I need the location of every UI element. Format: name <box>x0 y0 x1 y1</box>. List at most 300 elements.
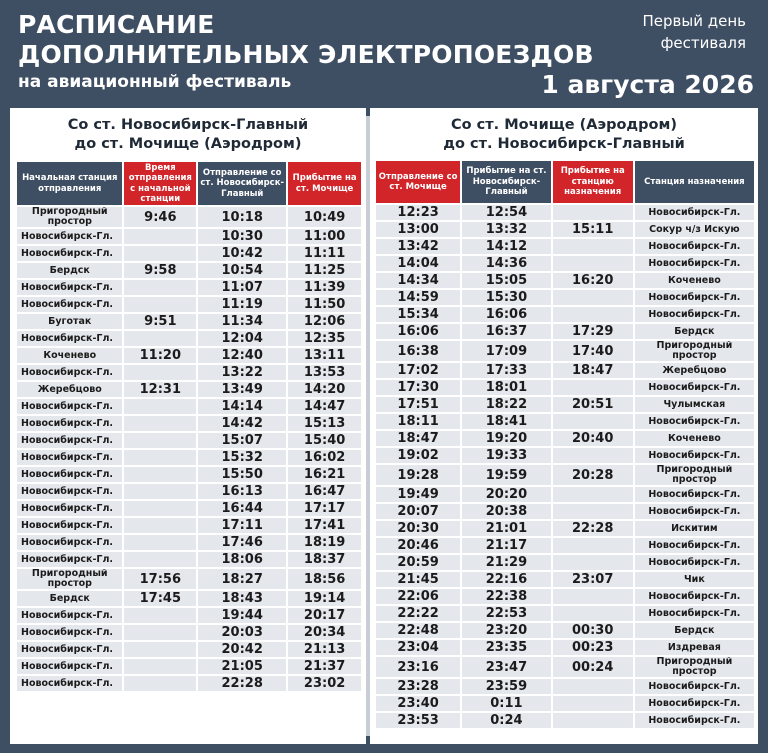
destination-station: Новосибирск-Гл. <box>635 696 754 711</box>
table-row <box>376 572 754 587</box>
destination-arrival-time: 16:20 <box>553 273 633 288</box>
destination-arrival-time <box>553 487 633 502</box>
origin-departure-time <box>124 433 196 448</box>
novosibirsk-departure-time: 11:07 <box>198 280 286 295</box>
destination-arrival-time <box>553 589 633 604</box>
novosibirsk-departure-time: 10:42 <box>198 246 286 261</box>
mochishche-departure-time: 20:46 <box>376 538 460 553</box>
mochishche-departure-time: 17:51 <box>376 397 460 412</box>
novosibirsk-departure-time: 14:14 <box>198 399 286 414</box>
mochishche-departure-time: 23:04 <box>376 640 460 655</box>
table-row <box>17 416 361 431</box>
novosibirsk-arrival-time: 15:05 <box>462 273 550 288</box>
origin-departure-time: 11:20 <box>124 348 196 363</box>
origin-station: Новосибирск-Гл. <box>17 552 122 567</box>
table-row <box>17 246 361 261</box>
origin-departure-time <box>124 416 196 431</box>
table-row <box>376 555 754 570</box>
table-row <box>17 608 361 623</box>
mochishche-departure-time: 20:30 <box>376 521 460 536</box>
novosibirsk-departure-time: 17:46 <box>198 535 286 550</box>
novosibirsk-departure-time: 10:54 <box>198 263 286 278</box>
origin-station: Пригородный простор <box>17 207 122 227</box>
destination-station: Новосибирск-Гл. <box>635 538 754 553</box>
column-header: Станция назначения <box>635 161 754 203</box>
table-row <box>17 331 361 346</box>
novosibirsk-arrival-time: 21:01 <box>462 521 550 536</box>
origin-departure-time <box>124 642 196 657</box>
novosibirsk-departure-time: 15:07 <box>198 433 286 448</box>
mochishche-departure-time: 22:48 <box>376 623 460 638</box>
origin-station: Бердск <box>17 263 122 278</box>
mochishche-arrival-time: 12:06 <box>288 314 361 329</box>
destination-station: Чулымская <box>635 397 754 412</box>
route-title-left-line1: Со ст. Новосибирск-Главный <box>67 117 309 133</box>
mochishche-departure-time: 23:53 <box>376 713 460 728</box>
mochishche-departure-time: 18:47 <box>376 431 460 446</box>
novosibirsk-arrival-time: 14:12 <box>462 239 550 254</box>
mochishche-arrival-time: 16:21 <box>288 467 361 482</box>
table-row <box>17 518 361 533</box>
mochishche-departure-time: 19:49 <box>376 487 460 502</box>
destination-arrival-time <box>553 696 633 711</box>
novosibirsk-departure-time: 11:19 <box>198 297 286 312</box>
destination-arrival-time: 00:30 <box>553 623 633 638</box>
mochishche-departure-time: 22:06 <box>376 589 460 604</box>
origin-station: Новосибирск-Гл. <box>17 297 122 312</box>
origin-station: Новосибирск-Гл. <box>17 399 122 414</box>
novosibirsk-arrival-time: 17:09 <box>462 341 550 361</box>
destination-station: Новосибирск-Гл. <box>635 239 754 254</box>
novosibirsk-departure-time: 14:42 <box>198 416 286 431</box>
mochishche-departure-time: 13:42 <box>376 239 460 254</box>
destination-arrival-time: 00:23 <box>553 640 633 655</box>
destination-station: Новосибирск-Гл. <box>635 380 754 395</box>
mochishche-departure-time: 19:28 <box>376 465 460 485</box>
destination-station: Коченево <box>635 273 754 288</box>
novosibirsk-arrival-time: 19:33 <box>462 448 550 463</box>
destination-station: Новосибирск-Гл. <box>635 487 754 502</box>
novosibirsk-departure-time: 18:06 <box>198 552 286 567</box>
mochishche-departure-time: 20:07 <box>376 504 460 519</box>
novosibirsk-arrival-time: 17:33 <box>462 363 550 378</box>
mochishche-arrival-time: 11:00 <box>288 229 361 244</box>
novosibirsk-departure-time: 15:32 <box>198 450 286 465</box>
header <box>0 0 768 108</box>
table-row <box>376 380 754 395</box>
origin-station: Новосибирск-Гл. <box>17 518 122 533</box>
novosibirsk-departure-time: 16:13 <box>198 484 286 499</box>
novosibirsk-arrival-time: 23:20 <box>462 623 550 638</box>
destination-arrival-time <box>553 256 633 271</box>
table-row <box>17 591 361 606</box>
origin-station: Новосибирск-Гл. <box>17 416 122 431</box>
destination-arrival-time: 15:11 <box>553 222 633 237</box>
schedule-to-novosibirsk <box>370 108 758 744</box>
table-row <box>17 467 361 482</box>
origin-station: Новосибирск-Гл. <box>17 501 122 516</box>
route-title-right-line2: до ст. Новосибирск-Главный <box>443 136 685 152</box>
novosibirsk-arrival-time: 21:29 <box>462 555 550 570</box>
title-line-2: ДОПОЛНИТЕЛЬНЫХ ЭЛЕКТРОПОЕЗДОВ <box>18 40 594 69</box>
table-row <box>17 297 361 312</box>
destination-arrival-time <box>553 414 633 429</box>
table-row <box>17 501 361 516</box>
destination-station: Новосибирск-Гл. <box>635 205 754 220</box>
destination-arrival-time <box>553 555 633 570</box>
novosibirsk-arrival-time: 12:54 <box>462 205 550 220</box>
novosibirsk-arrival-time: 16:37 <box>462 324 550 339</box>
destination-arrival-time <box>553 504 633 519</box>
destination-arrival-time: 22:28 <box>553 521 633 536</box>
origin-departure-time: 17:56 <box>124 569 196 589</box>
mochishche-departure-time: 22:22 <box>376 606 460 621</box>
novosibirsk-departure-time: 17:11 <box>198 518 286 533</box>
destination-station: Коченево <box>635 431 754 446</box>
table-row <box>376 465 754 485</box>
mochishche-departure-time: 23:40 <box>376 696 460 711</box>
novosibirsk-arrival-time: 0:24 <box>462 713 550 728</box>
novosibirsk-departure-time: 20:42 <box>198 642 286 657</box>
destination-station: Новосибирск-Гл. <box>635 256 754 271</box>
destination-station: Новосибирск-Гл. <box>635 555 754 570</box>
mochishche-departure-time: 15:34 <box>376 307 460 322</box>
table-row <box>376 290 754 305</box>
mochishche-arrival-time: 14:47 <box>288 399 361 414</box>
novosibirsk-departure-time: 12:40 <box>198 348 286 363</box>
destination-arrival-time <box>553 713 633 728</box>
column-header: Начальная станция отправления <box>17 162 122 205</box>
destination-station: Новосибирск-Гл. <box>635 414 754 429</box>
mochishche-departure-time: 14:59 <box>376 290 460 305</box>
destination-arrival-time: 00:24 <box>553 657 633 677</box>
mochishche-departure-time: 23:16 <box>376 657 460 677</box>
mochishche-arrival-time: 18:37 <box>288 552 361 567</box>
table-row <box>376 640 754 655</box>
mochishche-arrival-time: 15:13 <box>288 416 361 431</box>
destination-station: Новосибирск-Гл. <box>635 713 754 728</box>
table-row <box>376 222 754 237</box>
novosibirsk-departure-time: 12:04 <box>198 331 286 346</box>
destination-arrival-time: 23:07 <box>553 572 633 587</box>
origin-departure-time: 17:45 <box>124 591 196 606</box>
destination-arrival-time: 17:40 <box>553 341 633 361</box>
origin-station: Новосибирск-Гл. <box>17 365 122 380</box>
novosibirsk-arrival-time: 0:11 <box>462 696 550 711</box>
destination-arrival-time <box>553 307 633 322</box>
table-row <box>376 623 754 638</box>
mochishche-arrival-time: 13:11 <box>288 348 361 363</box>
mochishche-departure-time: 20:59 <box>376 555 460 570</box>
destination-station: Новосибирск-Гл. <box>635 589 754 604</box>
novosibirsk-arrival-time: 20:20 <box>462 487 550 502</box>
novosibirsk-departure-time: 10:30 <box>198 229 286 244</box>
mochishche-arrival-time: 20:34 <box>288 625 361 640</box>
origin-station: Новосибирск-Гл. <box>17 659 122 674</box>
novosibirsk-arrival-time: 18:01 <box>462 380 550 395</box>
destination-arrival-time <box>553 380 633 395</box>
table-row <box>17 642 361 657</box>
table-row <box>376 256 754 271</box>
origin-station: Новосибирск-Гл. <box>17 467 122 482</box>
origin-departure-time <box>124 535 196 550</box>
origin-departure-time: 9:51 <box>124 314 196 329</box>
table-row <box>17 280 361 295</box>
table-row <box>376 713 754 728</box>
novosibirsk-departure-time: 18:27 <box>198 569 286 589</box>
destination-station: Пригородный простор <box>635 341 754 361</box>
table-row <box>376 504 754 519</box>
novosibirsk-arrival-time: 19:59 <box>462 465 550 485</box>
destination-arrival-time: 17:29 <box>553 324 633 339</box>
novosibirsk-arrival-time: 20:38 <box>462 504 550 519</box>
mochishche-departure-time: 12:23 <box>376 205 460 220</box>
origin-station: Новосибирск-Гл. <box>17 331 122 346</box>
mochishche-arrival-time: 18:19 <box>288 535 361 550</box>
mochishche-departure-time: 16:38 <box>376 341 460 361</box>
novosibirsk-departure-time: 18:43 <box>198 591 286 606</box>
origin-station: Буготак <box>17 314 122 329</box>
destination-station: Новосибирск-Гл. <box>635 448 754 463</box>
mochishche-arrival-time: 12:35 <box>288 331 361 346</box>
destination-station: Новосибирск-Гл. <box>635 679 754 694</box>
table-row <box>17 484 361 499</box>
origin-station: Новосибирск-Гл. <box>17 433 122 448</box>
destination-arrival-time <box>553 239 633 254</box>
mochishche-arrival-time: 16:02 <box>288 450 361 465</box>
mochishche-arrival-time: 11:39 <box>288 280 361 295</box>
destination-arrival-time <box>553 679 633 694</box>
table-row <box>17 659 361 674</box>
route-title-left-line2: до ст. Мочище (Аэродром) <box>74 136 302 152</box>
destination-arrival-time <box>553 538 633 553</box>
origin-station: Новосибирск-Гл. <box>17 676 122 691</box>
destination-station: Бердск <box>635 324 754 339</box>
origin-departure-time <box>124 659 196 674</box>
festival-day-label: Первый день фестиваля <box>642 12 746 52</box>
festival-date: 1 августа 2026 <box>541 70 754 99</box>
destination-station: Искитим <box>635 521 754 536</box>
table-row <box>17 535 361 550</box>
novosibirsk-arrival-time: 22:16 <box>462 572 550 587</box>
mochishche-departure-time: 18:11 <box>376 414 460 429</box>
schedule-to-mochishche <box>10 108 366 744</box>
route-title-right <box>370 116 758 154</box>
column-header: Время отправления с начальной станции <box>124 162 196 205</box>
novosibirsk-arrival-time: 23:47 <box>462 657 550 677</box>
table-row <box>376 448 754 463</box>
title-line-1: РАСПИСАНИЕ <box>18 10 215 39</box>
route-title-right-line1: Со ст. Мочище (Аэродром) <box>451 117 677 133</box>
mochishche-arrival-time: 14:20 <box>288 382 361 397</box>
origin-station: Жеребцово <box>17 382 122 397</box>
origin-departure-time <box>124 246 196 261</box>
table-row <box>17 450 361 465</box>
destination-arrival-time <box>553 290 633 305</box>
table-row <box>17 348 361 363</box>
origin-station: Новосибирск-Гл. <box>17 625 122 640</box>
novosibirsk-departure-time: 16:44 <box>198 501 286 516</box>
origin-departure-time <box>124 450 196 465</box>
origin-departure-time <box>124 365 196 380</box>
column-header: Отправление со ст. Мочище <box>376 161 460 203</box>
novosibirsk-departure-time: 21:05 <box>198 659 286 674</box>
table-row <box>17 433 361 448</box>
novosibirsk-departure-time: 11:34 <box>198 314 286 329</box>
origin-station: Пригородный простор <box>17 569 122 589</box>
novosibirsk-arrival-time: 23:35 <box>462 640 550 655</box>
destination-station: Пригородный простор <box>635 465 754 485</box>
origin-station: Новосибирск-Гл. <box>17 535 122 550</box>
mochishche-departure-time: 23:28 <box>376 679 460 694</box>
column-header: Прибытие на станцию назначения <box>553 161 633 203</box>
destination-station: Новосибирск-Гл. <box>635 606 754 621</box>
origin-departure-time <box>124 399 196 414</box>
origin-station: Коченево <box>17 348 122 363</box>
novosibirsk-arrival-time: 22:53 <box>462 606 550 621</box>
novosibirsk-arrival-time: 23:59 <box>462 679 550 694</box>
destination-arrival-time: 18:47 <box>553 363 633 378</box>
origin-station: Новосибирск-Гл. <box>17 280 122 295</box>
table-row <box>17 569 361 589</box>
table-row <box>376 363 754 378</box>
destination-station: Бердск <box>635 623 754 638</box>
table-row <box>376 538 754 553</box>
destination-station: Пригородный простор <box>635 657 754 677</box>
mochishche-arrival-time: 20:17 <box>288 608 361 623</box>
table-row <box>17 399 361 414</box>
destination-arrival-time <box>553 205 633 220</box>
mochishche-departure-time: 17:02 <box>376 363 460 378</box>
novosibirsk-arrival-time: 16:06 <box>462 307 550 322</box>
origin-departure-time <box>124 297 196 312</box>
mochishche-arrival-time: 16:47 <box>288 484 361 499</box>
mochishche-arrival-time: 13:53 <box>288 365 361 380</box>
mochishche-arrival-time: 10:49 <box>288 207 361 227</box>
table-row <box>376 397 754 412</box>
table-row <box>17 229 361 244</box>
destination-station: Сокур ч/з Искую <box>635 222 754 237</box>
origin-departure-time <box>124 608 196 623</box>
origin-departure-time <box>124 229 196 244</box>
destination-station: Новосибирск-Гл. <box>635 307 754 322</box>
mochishche-arrival-time: 19:14 <box>288 591 361 606</box>
origin-departure-time: 9:46 <box>124 207 196 227</box>
origin-station: Новосибирск-Гл. <box>17 229 122 244</box>
destination-station: Жеребцово <box>635 363 754 378</box>
origin-station: Новосибирск-Гл. <box>17 642 122 657</box>
table-row <box>376 239 754 254</box>
novosibirsk-departure-time: 13:22 <box>198 365 286 380</box>
destination-station: Издревая <box>635 640 754 655</box>
mochishche-arrival-time: 23:02 <box>288 676 361 691</box>
mochishche-arrival-time: 11:25 <box>288 263 361 278</box>
table-row <box>17 382 361 397</box>
mochishche-departure-time: 14:34 <box>376 273 460 288</box>
novosibirsk-departure-time: 22:28 <box>198 676 286 691</box>
origin-departure-time <box>124 331 196 346</box>
destination-arrival-time <box>553 606 633 621</box>
destination-arrival-time <box>553 448 633 463</box>
origin-station: Новосибирск-Гл. <box>17 450 122 465</box>
destination-station: Новосибирск-Гл. <box>635 504 754 519</box>
table-row <box>17 625 361 640</box>
novosibirsk-departure-time: 19:44 <box>198 608 286 623</box>
destination-station: Чик <box>635 572 754 587</box>
novosibirsk-arrival-time: 19:20 <box>462 431 550 446</box>
mochishche-departure-time: 19:02 <box>376 448 460 463</box>
novosibirsk-arrival-time: 18:22 <box>462 397 550 412</box>
novosibirsk-departure-time: 13:49 <box>198 382 286 397</box>
destination-arrival-time: 20:40 <box>553 431 633 446</box>
table-row <box>17 365 361 380</box>
mochishche-arrival-time: 18:56 <box>288 569 361 589</box>
origin-departure-time <box>124 484 196 499</box>
table-row <box>17 676 361 691</box>
table-row <box>376 324 754 339</box>
mochishche-arrival-time: 21:13 <box>288 642 361 657</box>
origin-departure-time <box>124 676 196 691</box>
column-header: Прибытие на ст. Мочище <box>288 162 361 205</box>
novosibirsk-arrival-time: 18:41 <box>462 414 550 429</box>
destination-station: Новосибирск-Гл. <box>635 290 754 305</box>
destination-arrival-time: 20:28 <box>553 465 633 485</box>
novosibirsk-departure-time: 10:18 <box>198 207 286 227</box>
novosibirsk-arrival-time: 13:32 <box>462 222 550 237</box>
origin-departure-time <box>124 552 196 567</box>
mochishche-arrival-time: 15:40 <box>288 433 361 448</box>
destination-arrival-time: 20:51 <box>553 397 633 412</box>
mochishche-departure-time: 13:00 <box>376 222 460 237</box>
table-row <box>17 207 361 227</box>
table-row <box>376 521 754 536</box>
table-row <box>376 487 754 502</box>
timetable-right <box>374 159 756 730</box>
table-row <box>376 205 754 220</box>
origin-station: Бердск <box>17 591 122 606</box>
table-row <box>376 606 754 621</box>
table-row <box>17 314 361 329</box>
table-row <box>376 273 754 288</box>
table-row <box>376 589 754 604</box>
table-row <box>376 307 754 322</box>
table-row <box>376 431 754 446</box>
novosibirsk-arrival-time: 15:30 <box>462 290 550 305</box>
mochishche-arrival-time: 17:41 <box>288 518 361 533</box>
timetable-left <box>15 160 363 693</box>
novosibirsk-arrival-time: 22:38 <box>462 589 550 604</box>
subtitle: на авиационный фестиваль <box>18 72 292 92</box>
mochishche-arrival-time: 21:37 <box>288 659 361 674</box>
table-row <box>376 414 754 429</box>
mochishche-departure-time: 16:06 <box>376 324 460 339</box>
table-row <box>17 552 361 567</box>
table-row <box>17 263 361 278</box>
origin-departure-time <box>124 467 196 482</box>
novosibirsk-arrival-time: 21:17 <box>462 538 550 553</box>
table-row <box>376 696 754 711</box>
origin-departure-time <box>124 518 196 533</box>
mochishche-departure-time: 14:04 <box>376 256 460 271</box>
origin-departure-time <box>124 501 196 516</box>
mochishche-departure-time: 21:45 <box>376 572 460 587</box>
origin-station: Новосибирск-Гл. <box>17 608 122 623</box>
table-row <box>376 341 754 361</box>
origin-departure-time <box>124 625 196 640</box>
origin-departure-time: 9:58 <box>124 263 196 278</box>
origin-station: Новосибирск-Гл. <box>17 484 122 499</box>
origin-station: Новосибирск-Гл. <box>17 246 122 261</box>
